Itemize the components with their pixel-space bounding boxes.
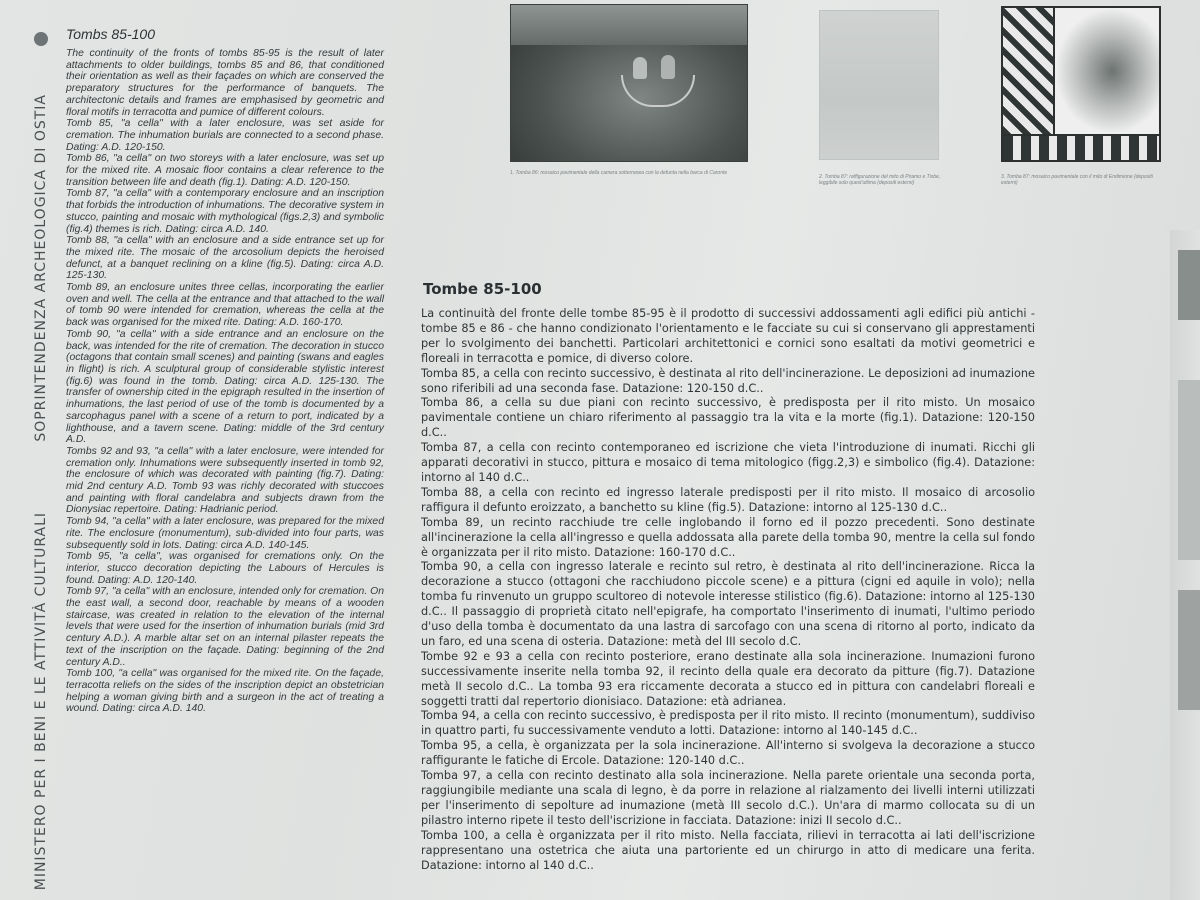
photo-caption: 2. Tomba 87: raffigurazione del mito di Piramo e Tisbe, leggibile solo quest'ultima (depositi esterni): [819, 174, 941, 186]
english-paragraph: Tomb 87, "a cella" with a contemporary enclosure and an inscription that forbids the introduction of inhumations. The decorative system in stucco, painting and mosaic with mythological (figs.2,3) and symbolic (fig.4) themes is rich. Dating: circa A.D. 140.: [66, 188, 384, 235]
italian-paragraph: Tomba 86, a cella su due piani con recinto successivo, è predisposta per il rito misto. Un mosaico pavimentale contiene un chiaro riferimento al passaggio tra la vita e la morte (fig.1). Datazione: 120-150 d.C..: [421, 396, 1035, 440]
english-paragraph: Tomb 94, "a cella" with a later enclosure, was prepared for the mixed rite. The enclosure (monumentum), sub-divided into four parts, was subsequently sold in lots. Dating: circa A.D. 140-145.: [66, 516, 384, 551]
painted-wall-photo: [819, 10, 939, 160]
soprintendenza-label: SOPRINTENDENZA ARCHEOLOGICA DI OSTIA: [33, 94, 49, 442]
mosaic-boat-photo: [510, 4, 748, 162]
english-paragraph: Tomb 86, "a cella" on two storeys with a later enclosure, was set up for the mixed rite. A mosaic floor contains a clear reference to the transition between life and death (fig.1). Dating: A.D. 120-150.: [66, 153, 384, 188]
italian-paragraph: Tomba 90, a cella con ingresso laterale e recinto sul retro, è destinata al rito dell'incinerazione. Ricca la decorazione a stucco (ottagoni che racchiudono piccole scene) e a pittura (cigni ed aquile in volo); nella tomba fu rinvenuto un gruppo scultoreo di notevole interesse stilistico (fig.6). Datazione: intorno al 125-130 d.C.. Il passaggio di proprietà citato nell'epigrafe, ha comportato l'inserimento di inumati, l'ultimo periodo d'uso della tomba è documentato da una lastra di sarcofago con una scena di ritorno al porto, indicato da un faro, ed una scena di osteria. Datazione: metà del III secolo d.C.: [421, 560, 1035, 648]
italian-paragraph: Tomba 88, a cella con recinto ed ingresso laterale predisposti per il rito misto. Il mosaico di arcosolio raffigura il defunto eroizzato, a banchetto su kline (fig.5). Datazione: intorno al 125-130 d.C..: [421, 485, 1035, 514]
english-paragraph: Tomb 100, "a cella" was organised for the mixed rite. On the façade, terracotta reliefs on the sides of the inscription depict an obstetrician helping a woman giving birth and a surgeon in the act of treating a wound. Dating: circa A.D. 140.: [66, 668, 384, 715]
english-text-column: [66, 26, 384, 715]
italian-paragraph: Tomba 87, a cella con recinto contemporaneo ed iscrizione che vieta l'introduzione di inumati. Ricchi gli apparati decorativi in stucco, pittura e mosaico di tema mitologico (figg.2,3) e simbolico (fig.4). Datazione: intorno al 140 d.C..: [421, 441, 1035, 484]
mosaic-floor-photo: [1001, 6, 1161, 162]
italian-paragraph: Tombe 92 e 93 a cella con recinto posteriore, erano destinate alla sola incinerazione. Inumazioni furono successivamente inserite nella tomba 92, il recinto della quale era decorato da pitture (fig.7). Datazione metà II secolo d.C.. La tomba 93 era riccamente decorata a stucco ed in pittura con candelabri floreali e soggetti tratti dal repertorio dionisiaco. Datazione: età adrianea.: [421, 649, 1035, 708]
photo-strip: [505, 0, 1200, 210]
english-paragraph: Tombs 92 and 93, "a cella" with a later enclosure, were intended for cremation only. Inhumations were subsequently inserted in tomb 92, the enclosure of which was decorated with painting (fig.7). Dating: mid 2nd century A.D. Tomb 93 was richly decorated with stuccoes and painting with floral candelabra and subjects drawn from the Dionysiac repertoire. Dating: Hadrianic period.: [66, 445, 384, 516]
italian-paragraph: Tomba 95, a cella, è organizzata per la sola incinerazione. All'interno si svolgeva la decorazione a stucco raffigurante le fatiche di Ercole. Datazione: 120-140 d.C..: [421, 739, 1035, 768]
panel-screw-dot: [34, 32, 48, 46]
english-paragraph: Tomb 85, "a cella" with a later enclosure, was set aside for cremation. The inhumation burials are connected to a second phase. Dating: A.D. 120-150.: [66, 118, 384, 153]
italian-paragraph: La continuità del fronte delle tombe 85-95 è il prodotto di successivi addossamenti agli edifici più antichi - tombe 85 e 86 - che hanno condizionato l'orientamento e le facciate su cui si conservano gli apprestamenti per lo svolgimento dei banchetti. Particolari architettonici e cornici sono esaltati da motivi geometrici e floreali in terracotta e pomice, di diverso colore.: [421, 307, 1035, 365]
italian-text-column: [421, 280, 1035, 873]
italian-paragraph: Tomba 94, a cella con recinto successivo, è predisposta per il rito misto. Il recinto (monumentum), suddiviso in quattro parti, fu successivamente venduto a lotti. Datazione: intorno al 140-145 d.C..: [421, 709, 1035, 738]
italian-paragraph: Tomba 97, a cella con recinto destinato alla sola incinerazione. Nella parete orientale una seconda porta, raggiungibile mediante una scala di legno, è da porre in relazione al rialzamento dei livelli interni utilizzati per l'inserimento di sepolture ad inumazione (metà III secolo d.C.). Un'ara di marmo collocata su di un pilastro interno ripete il testo dell'iscrizione in facciata. Datazione: inizi II secolo d.C..: [421, 769, 1035, 827]
english-paragraph: Tomb 89, an enclosure unites three cellas, incorporating the earlier oven and well. The cella at the entrance and that attached to the wall of tomb 90 were intended for cremation, whereas the cella at the back was organised for the mixed rite. Dating: A.D. 160-170.: [66, 282, 384, 329]
photo-caption: 1. Tomba 86: mosaico pavimentale della camera sotterranea con la defunta nella barca di Caronte: [510, 170, 728, 176]
english-paragraph: Tomb 95, "a cella", was organised for cremations only. On the interior, stucco decoration depicting the Labours of Hercules is found. Dating: A.D. 120-140.: [66, 551, 384, 586]
italian-paragraph: Tomba 89, un recinto racchiude tre celle inglobando il forno ed il pozzo precedenti. Sono destinate all'incinerazione la cella all'ingresso e quella addossata alla parete della tomba 90, mentre la cella sul fondo è organizzata per il rito misto. Datazione: 160-170 d.C..: [421, 515, 1035, 559]
vertical-institution-band: [24, 30, 58, 890]
italian-title: Tombe 85-100: [423, 280, 542, 298]
english-paragraph: Tomb 88, "a cella" with an enclosure and a side entrance set up for the mixed rite. The mosaic of the arcosolium depicts the heroised defunct, at a banquet reclining on a kline (fig.5). Dating: circa A.D. 125-130.: [66, 235, 384, 282]
english-paragraph: The continuity of the fronts of tombs 85-95 is the result of later attachments to older buildings, tombs 85 and 86, that conditioned their orientation as well as their façades on which are conserved the preparatory structures for the performance of banquets. The architectonic details and frames are emphasised by geometric and floral motifs in terracotta and pumice of different colours.: [66, 48, 384, 118]
english-title: Tombs 85-100: [66, 26, 155, 42]
english-paragraph: Tomb 97, "a cella" with an enclosure, intended only for cremation. On the east wall, a second door, reachable by means of a wooden staircase, was created in relation to the elevation of the internal levels that were used for the insertion of inhumation burials (mid 3rd century A.D.). A marble altar set on an internal pilaster repeats the text of the inscription on the façade. Dating: beginning of the 2nd century A.D..: [66, 586, 384, 668]
english-paragraph: Tomb 90, "a cella" with a side entrance and an enclosure on the back, was intended for the rite of cremation. The decoration in stucco (octagons that contain small scenes) and painting (swans and eagles in flight) is rich. A sculptural group of considerable stylistic interest (fig.6) was found in the tomb. Dating: circa A.D. 125-130. The transfer of ownership cited in the epigraph resulted in the insertion of inhumations, the last period of use of the tomb is documented by a sarcophagus panel with a scene of a return to port, indicated by a lighthouse, and a tavern scene. Dating: middle of the 3rd century A.D.: [66, 328, 384, 446]
ministero-label: MINISTERO PER I BENI E LE ATTIVITÀ CULTURALI: [33, 511, 49, 890]
italian-paragraph: Tomba 100, a cella è organizzata per il rito misto. Nella facciata, rilievi in terracotta ai lati dell'iscrizione rappresentano una ostetrica che aiuta una partoriente ed un chirurgo in atto di medicare una ferita. Datazione: intorno al 140 d.C..: [421, 828, 1035, 872]
adjacent-panel-edge: [1170, 230, 1200, 900]
italian-paragraph: Tomba 85, a cella con recinto successivo, è destinata al rito dell'incinerazione. Le deposizioni ad inumazione sono riferibili ad una seconda fase. Datazione: 120-150 d.C..: [421, 366, 1035, 395]
photo-caption: 3. Tomba 87: mosaico pavimentale con il mito di Endimione (depositi esterni): [1001, 174, 1153, 186]
